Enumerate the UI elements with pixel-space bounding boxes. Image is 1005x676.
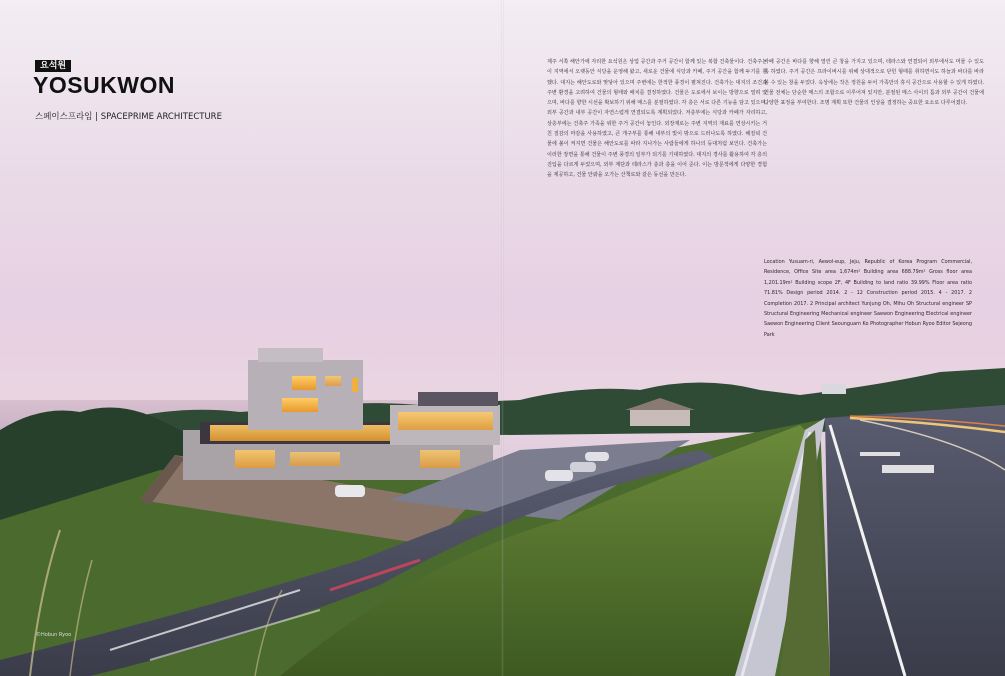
architect-credit: 스페이스프라임 | SPACEPRIME ARCHITECTURE	[35, 112, 222, 122]
korean-title-badge: 요석원	[35, 60, 71, 72]
page-gutter	[501, 0, 504, 676]
project-info: Location Yusuam-ri, Aewol-eup, Jeju, Republic of Korea Program Commercial, Residence, Office Site area 1,674m² Building area 688.79m² Gross floor area 1,201.19m² Building scope 2F, 4F Building to land ratio 39.99% Floor area ratio 71.81% Design period 2014. 2 - 12 Construction period 2015. 4 - 2017. 2 Completion 2017. 2 Principal architect Yunjung Oh, Mihu Oh Structural engineer SP Structural Engineering Mechanical engineer Saewon Engineering Electrical engineer Saewon Engineering Client Seounguam Ko Photographer Hobun Ryoo Editor Sejeong Park	[764, 259, 972, 338]
article-column-1: 제주 서쪽 해안가에 자리한 요석원은 상업 공간과 주거 공간이 함께 있는 복합 건축물이다. 건축주는 이 지역에서 오랫동안 식당을 운영해 왔고, 새로운 건물에 식당과 카페, 주거 공간을 함께 두기를 원했다. 대지는 해안도로와 맞닿아 있으며 주변에는 한적한 풍경이 펼쳐진다. 건축가는 대지의 조건과 주변 환경을 고려하여 건물의 형태와 배치를 결정하였다. 건물은 도로에서 보이는 방향으로 열려 있으며, 바다를 향한 시선을 확보하기 위해 매스를 분절하였다. 각 층은 서로 다른 기능을 담고 있으며, 외부 공간과 내부 공간이 자연스럽게 연결되도록 계획되었다. 저층부에는 식당과 카페가 자리하고, 상층부에는 건축주 가족을 위한 주거 공간이 놓인다. 외장재로는 주변 지역의 재료를 연상시키는 거친 질감의 마감을 사용하였고, 큰 개구부를 통해 내부의 빛이 밖으로 드러나도록 하였다. 해질녘 건물에 불이 켜지면 건물은 해안도로를 따라 지나가는 사람들에게 하나의 등대처럼 보인다. 건축가는 이러한 장면을 통해 건물이 주변 풍경의 일부가 되기를 기대하였다. 대지의 경사를 활용하여 각 층의 진입을 다르게 두었으며, 외부 계단과 테라스가 층과 층을 이어 준다. 이는 방문객에게 다양한 경험을 제공하고, 건물 안팎을 오가는 산책로와 같은 동선을 만든다.	[547, 59, 767, 179]
article-column-2: 카페 공간은 바다를 향해 열린 큰 창을 가지고 있으며, 테라스와 연결되어 외부에서도 머물 수 있도록 하였다. 주거 공간은 프라이버시를 위해 상대적으로 닫힌 형태를 취하면서도 하늘과 바다를 바라볼 수 있는 창을 두었다. 옥상에는 작은 정원을 두어 가족만의 휴식 공간으로 사용할 수 있게 하였다. 건물 전체는 단순한 매스의 조합으로 이루어져 있지만, 분절된 매스 사이의 틈과 외부 공간이 건물에 다양한 표정을 부여한다. 조명 계획 또한 건물의 인상을 결정하는 중요한 요소로 다루어졌다.	[764, 59, 984, 107]
photo-credit: ©Hobun Ryoo	[36, 632, 72, 638]
page-title: YOSUKWON	[33, 72, 175, 98]
